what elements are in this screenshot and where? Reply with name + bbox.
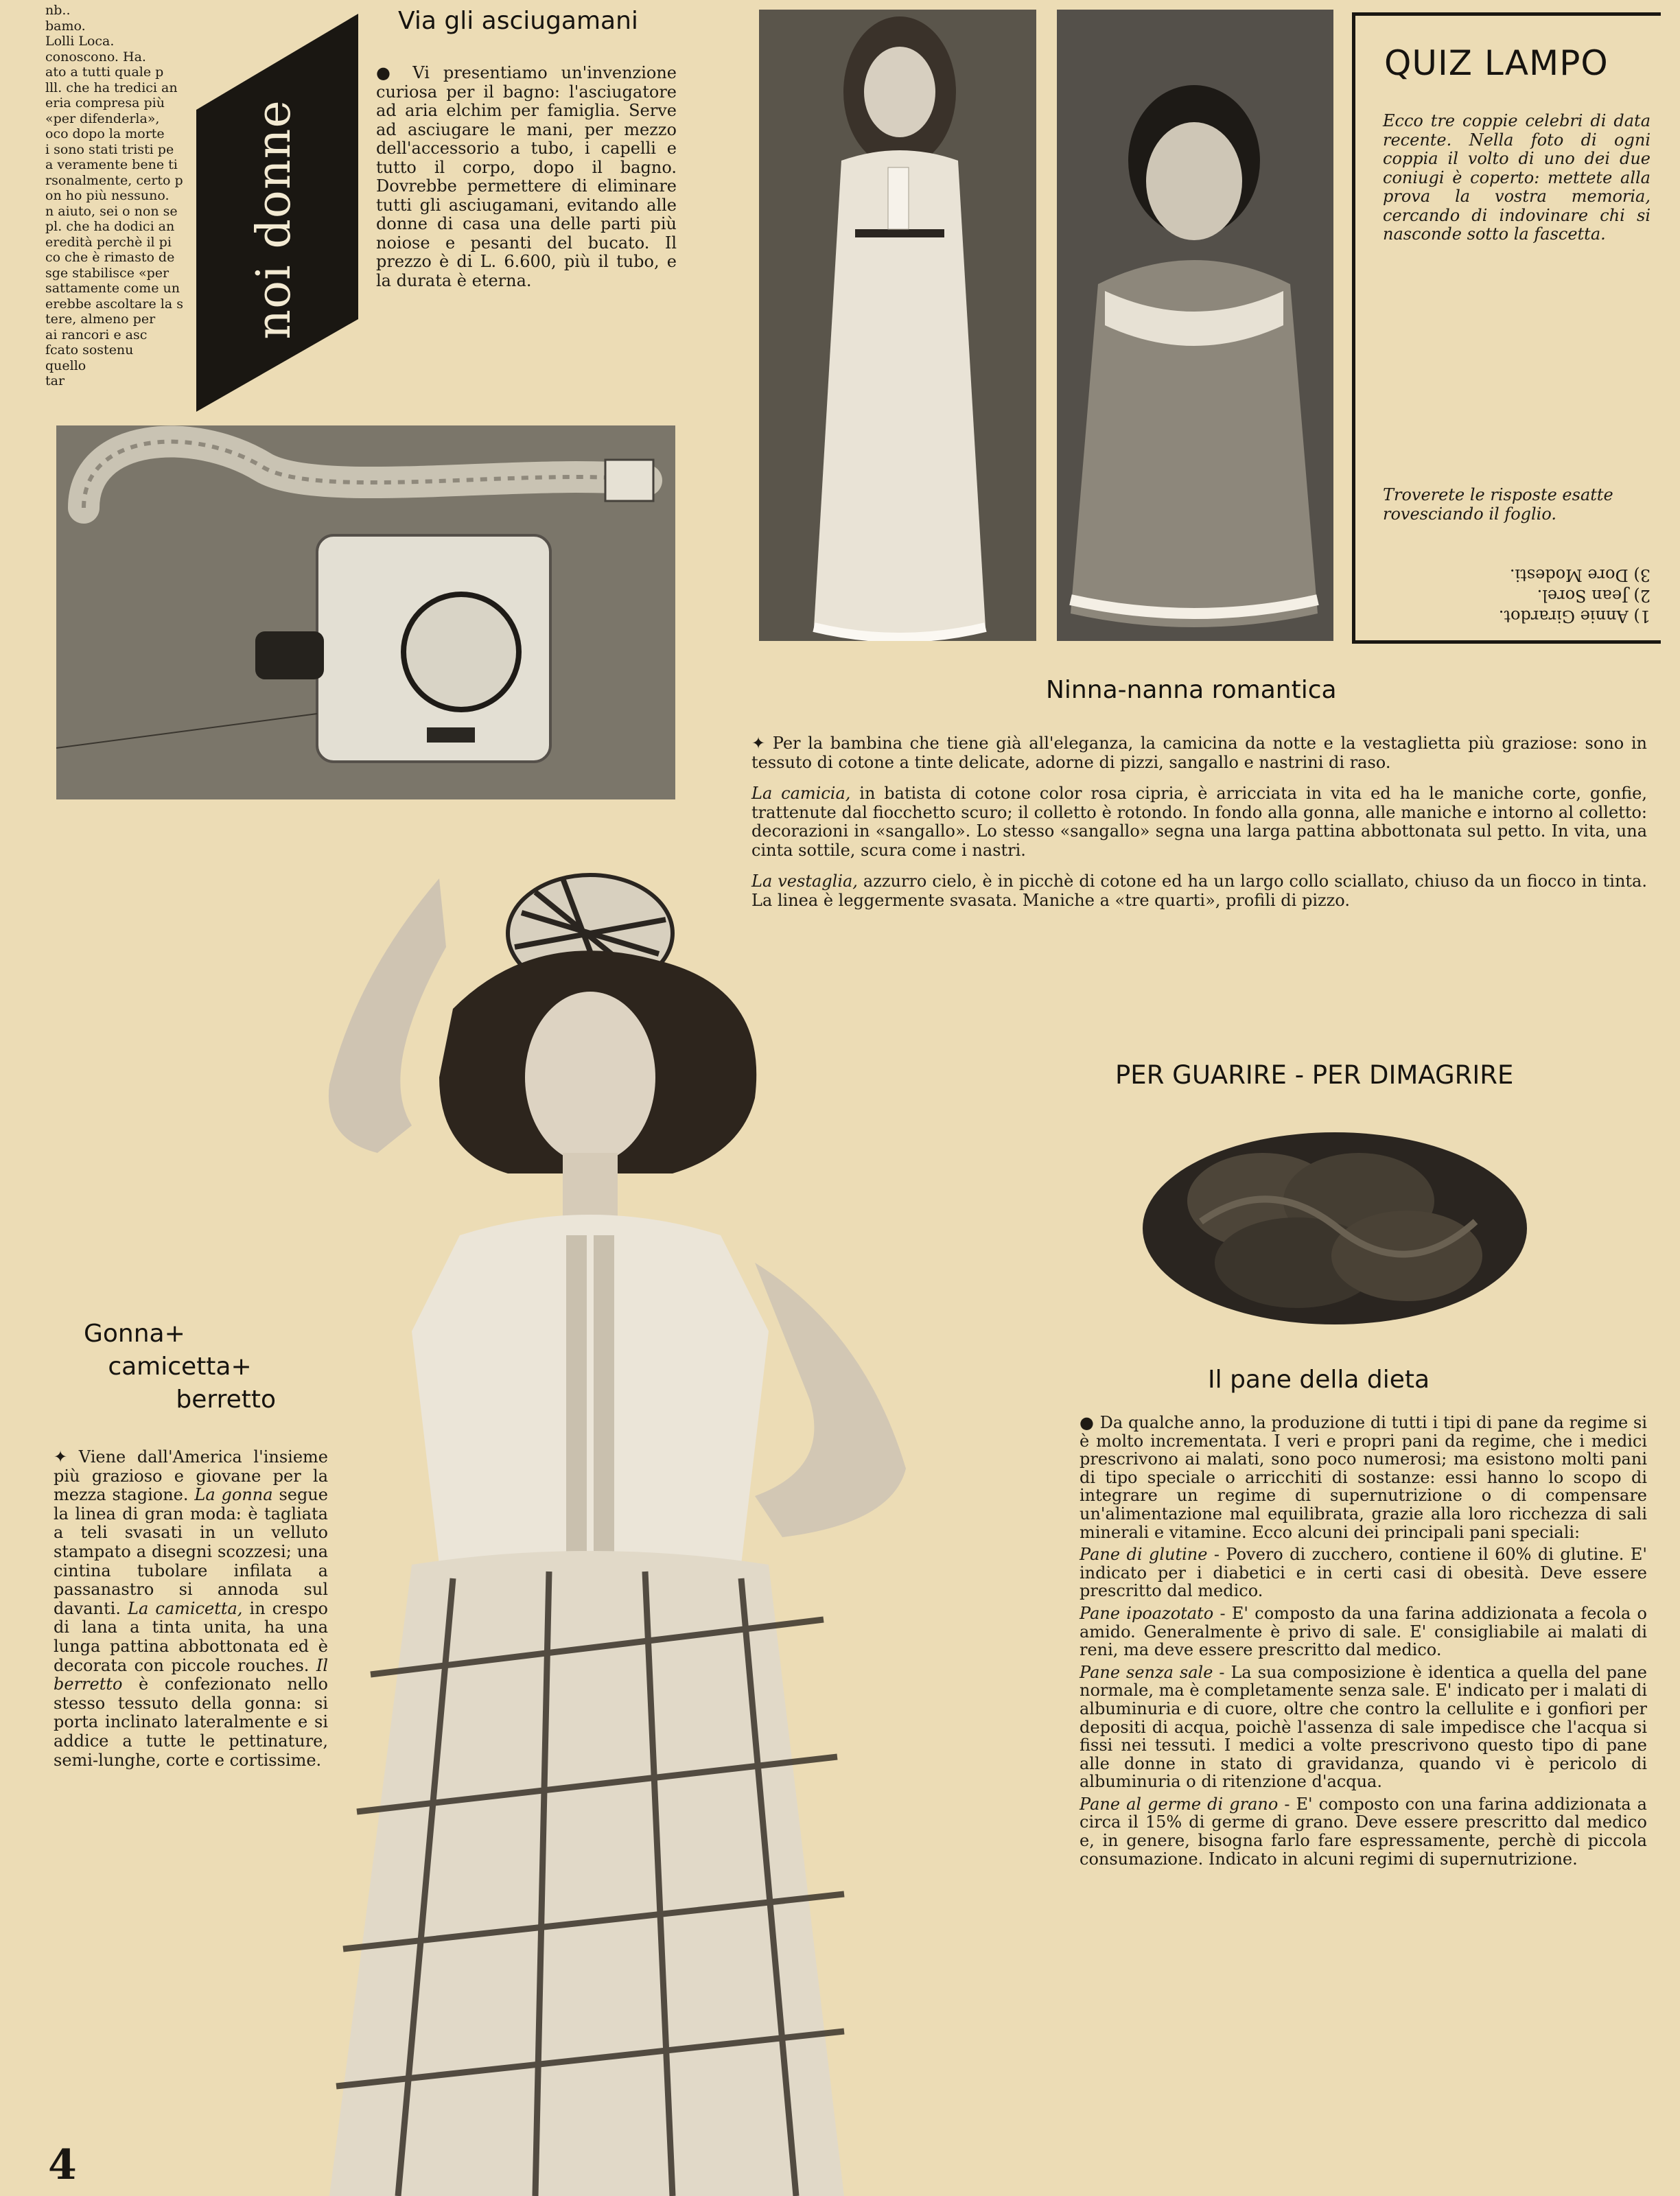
rubric-banner xyxy=(194,14,358,412)
gonna-title-line: camicetta+ xyxy=(108,1353,252,1381)
gonna-title-line: Gonna+ xyxy=(84,1320,185,1348)
towel-article-text: Vi presentiamo un'invenzione curiosa per il bagno: l'asciugatore ad aria elchim per famiglia. Serve ad asciugare le mani, per mezzo dell'accessorio a tubo, i capelli e tutto il corpo, dopo il bagno. Dovrebbe permettere di eliminare tutti gli asciugamani, evitando alle donne di casa una delle parti più noiose e pesanti del bucato. Il prezzo è di L. 6.600, più il tubo, e la durata è eterna. xyxy=(376,63,677,290)
ninna-p2: in batista di cotone color rosa cipria, è arricciata in vita ed ha le maniche corte, gonfie, trattenute dal fiocchetto scuro; il colletto è rotondo. In fondo alla gonna, alle maniche e intorno al colletto: decorazioni in «sangallo». Lo stesso «sangallo» segna una larga pattina abbottonata sul petto. In vita, una cinta sottile, scura come i nastri. xyxy=(751,784,1647,860)
quiz-answer: 3) Dore Modesti. xyxy=(1509,565,1650,585)
gonna-p-start: Viene dall'America l'insieme più grazioso e giovane per la mezza stagione. xyxy=(54,1447,328,1505)
page-number: 4 xyxy=(48,2141,77,2189)
dieta-item-name: Pane di glutine xyxy=(1080,1545,1208,1565)
fragment-line: «per difenderla», xyxy=(45,110,160,126)
dieta-body xyxy=(1080,1414,1647,1868)
fragment-line: ai rancori e asc xyxy=(45,327,148,342)
fragment-line: erebbe ascoltare la s xyxy=(45,296,183,312)
quiz-intro: Ecco tre coppie celebri di data recente. Nella foto di ogni coppia il volto di uno dei due coniugi è coperto: mettete alla prova la vostra memoria, cercando di indovinare chi si nasconde sotto la fascetta. xyxy=(1383,111,1650,244)
fragment-line: quello xyxy=(45,358,86,373)
ninna-p1: Per la bambina che tiene già all'eleganza, la camicina da notte e la vestaglietta più graziose: sono in tessuto di cotone a tinte delicate, adorne di pizzi, sangallo e nastrini di raso. xyxy=(751,734,1648,772)
fragment-line: lll. che ha tredici an xyxy=(45,80,178,95)
fragment-line: fcato sostenu xyxy=(45,342,134,358)
bullet-icon: ● xyxy=(1080,1412,1100,1432)
fragment-line: tar xyxy=(45,373,65,388)
gonna-lead2: La camicetta, xyxy=(128,1598,243,1618)
dieta-title: Il pane della dieta xyxy=(1208,1366,1430,1394)
fragment-line: tere, almeno per xyxy=(45,312,156,327)
dieta-item-name: Pane senza sale xyxy=(1080,1662,1213,1682)
fragment-line: on ho più nessuno. xyxy=(45,188,170,203)
diamond-bullet-icon: ✦ xyxy=(751,734,773,753)
dieta-item-text: - E' composto da una farina addizionata a fecola o amido. Generalmente è privo di sale. E' consigliabile ai malati di reni, ma deve essere prescritto dal medico. xyxy=(1080,1603,1647,1660)
gonna-p1: segue la linea di gran moda: è tagliata a teli svasati in un velluto stampato a disegni scozzesi; una cintina tubolare infilata a passanastro si annoda sul davanti. xyxy=(54,1485,328,1618)
fragment-line: Lolli Loca. xyxy=(45,34,115,49)
bread-photo xyxy=(1132,1112,1537,1338)
ninna-p3-lead: La vestaglia, xyxy=(751,872,858,891)
quiz-answers xyxy=(1383,544,1650,627)
diamond-bullet-icon: ✦ xyxy=(54,1447,79,1467)
ninna-p2-lead: La camicia, xyxy=(751,784,851,803)
dieta-item-name: Pane ipoazotato xyxy=(1080,1603,1214,1623)
dieta-item-text: - E' composto con una farina addizionata a circa il 15% di germe di grano. Deve essere prescritto dal medico e, in genere, bisogna farlo fare espressamente, perchè di piccola consumazione. Indicato in alcuni regimi di supernutrizione. xyxy=(1080,1794,1647,1869)
towel-article-title: Via gli asciugamani xyxy=(398,7,638,35)
fragment-line: co che è rimasto de xyxy=(45,250,175,265)
rubric-label: noi donne xyxy=(247,100,301,340)
ninna-p3: azzurro cielo, è in picchè di cotone ed ha un largo collo sciallato, chiuso da un fiocco in tinta. La linea è leggermente svasata. Maniche a «tre quarti», profili di pizzo. xyxy=(751,872,1647,910)
dieta-item-text: - Povero di zucchero, contiene il 60% di glutine. E' indicato per i diabetici e in certi casi di obesità. Deve essere prescritto dal medico. xyxy=(1080,1545,1647,1601)
gonna-p3: è confezionato nello stesso tessuto della gonna: si porta inclinato lateralmente e si addice a tutte le pettinature, semi-lunghe, corte e cortissime. xyxy=(54,1674,328,1770)
fragment-line: bamo. xyxy=(45,18,86,34)
quiz-answer: 1) Annie Girardot. xyxy=(1498,607,1650,626)
fragment-line: a veramente bene ti xyxy=(45,157,178,172)
fragment-line: pl. che ha dodici an xyxy=(45,219,175,234)
fragment-line: nb.. xyxy=(45,3,71,18)
dieta-item-text: - La sua composizione è identica a quella del pane normale, ma è completamente senza sale. E' indicato per i malati di albuminuria e di cuore, oltre che contro la cellulite e i gonfiori per depositi di acqua, poichè l'assenza di sale impedisce che l'acqua si fissi nei tessuti. I medici a volte prescrivono questo tipo di pane alle donne in stato di gravidanza, quando vi è pericolo di albuminuria o di ritenzione d'acqua. xyxy=(1080,1662,1647,1792)
fragment-line: ato a tutti quale p xyxy=(45,65,164,80)
fragment-line: rsonalmente, certo p xyxy=(45,172,183,188)
gonna-lead1: La gonna xyxy=(194,1485,273,1505)
gonna-lead3: Il berretto xyxy=(54,1655,328,1694)
fragment-line: i sono stati tristi pe xyxy=(45,141,174,157)
fragment-line: oco dopo la morte xyxy=(45,126,165,141)
dieta-intro: Da qualche anno, la produzione di tutti i tipi di pane da regime si è molto incrementata. I veri e propri pani da regime, che i medici prescrivono ai malati, sono poco numerosi; ma esistono molti pani di tipo speciale o arricchiti di sostanze: essi hanno lo scopo di integrare un regime di supernutrizione o di compensare un'alimentazione mal equilibrata, grazie alla loro ricchezza di sali minerali e vitamine. Ecco alcuni dei principali pani speciali: xyxy=(1080,1413,1648,1542)
bullet-icon: ● xyxy=(376,62,399,82)
fragment-line: eria compresa più xyxy=(45,95,165,110)
quiz-title: QUIZ LAMPO xyxy=(1384,43,1609,83)
towel-article-body xyxy=(376,63,677,290)
quiz-hint: Troverete le risposte esatte rovesciando il foglio. xyxy=(1383,485,1613,524)
gonna-body xyxy=(54,1448,328,1770)
quiz-box xyxy=(1352,12,1661,644)
gonna-p2: in crespo di lana a tinta unita, ha una lunga pattina abbottonata ed è decorata con piccole rouches. xyxy=(54,1598,328,1675)
section-title: PER GUARIRE - PER DIMAGRIRE xyxy=(1115,1060,1514,1090)
fragment-line: sattamente come un xyxy=(45,281,180,296)
quiz-answer: 2) Jean Sorel. xyxy=(1537,586,1650,605)
clipped-column-fragment xyxy=(0,0,206,412)
fragment-line: conoscono. Ha. xyxy=(45,49,146,65)
robe-photo xyxy=(1057,10,1333,641)
air-dryer-photo xyxy=(56,425,675,799)
gonna-title-line: berretto xyxy=(176,1386,276,1414)
gonna-title xyxy=(84,1318,276,1416)
fragment-line: sge stabilisce «per xyxy=(45,265,170,281)
dieta-item-name: Pane al germe di grano xyxy=(1080,1794,1279,1814)
ninna-title: Ninna-nanna romantica xyxy=(1046,676,1337,704)
fragment-line: n aiuto, sei o non se xyxy=(45,203,178,219)
fragment-line: eredità perchè il pi xyxy=(45,234,172,250)
nightgown-photo xyxy=(759,10,1036,641)
